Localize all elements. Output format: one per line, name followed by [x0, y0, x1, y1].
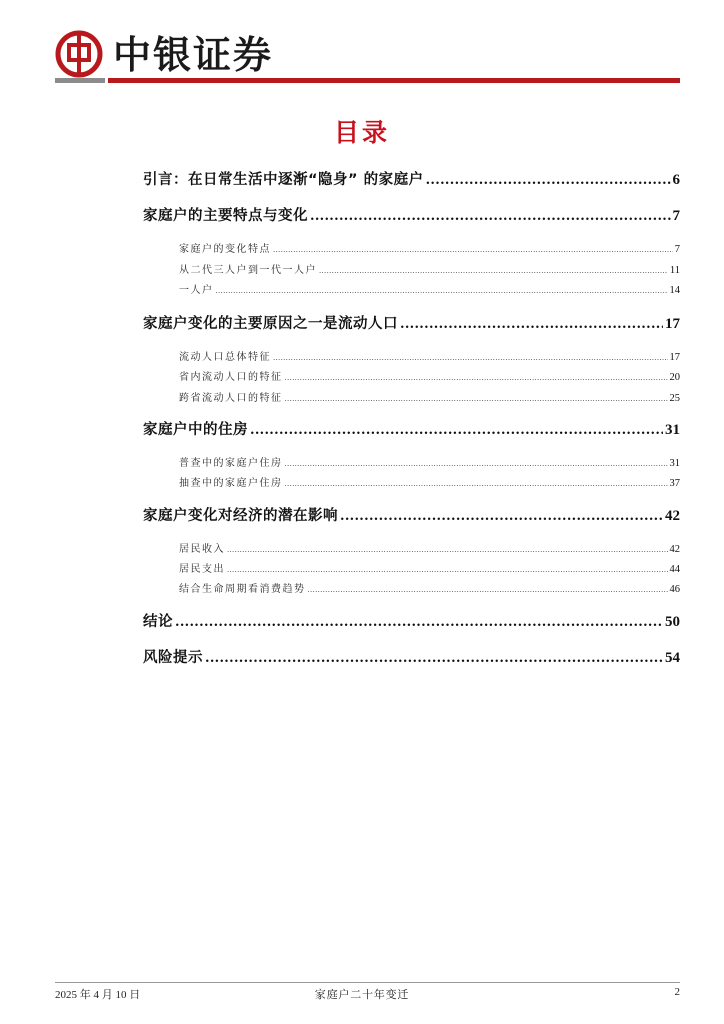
toc-subentry[interactable]	[179, 281, 680, 296]
toc-entry-page: 17	[669, 352, 680, 363]
toc-entry-page: 31	[665, 422, 680, 438]
toc-entry-household-features[interactable]	[143, 204, 680, 225]
toc-subentry[interactable]	[179, 348, 680, 363]
toc-entry-page: 46	[669, 584, 680, 595]
toc-leader-dots	[285, 395, 668, 403]
toc-entry-page: 42	[665, 508, 680, 524]
toc-entry-label: 跨省流动人口的特征	[179, 393, 283, 404]
toc-entry-risk-warning[interactable]	[143, 646, 680, 667]
toc-entry-page: 25	[669, 393, 680, 404]
toc-subentry[interactable]	[179, 560, 680, 575]
toc-subentry[interactable]	[179, 368, 680, 383]
toc-subentry[interactable]	[179, 261, 680, 276]
toc-leader-dots	[227, 546, 668, 554]
toc-entry-label: 家庭户的变化特点	[179, 244, 271, 255]
toc-entry-page: 6	[672, 172, 680, 188]
toc-leader-dots	[205, 651, 663, 666]
page-number: 2	[674, 986, 680, 998]
toc-entry-label: 家庭户的主要特点与变化	[143, 208, 308, 224]
bank-of-china-logo-icon	[55, 30, 103, 78]
toc-entry-page: 44	[669, 564, 680, 575]
toc-entry-page: 37	[669, 478, 680, 489]
toc-title: 目录	[333, 118, 390, 147]
toc-leader-dots	[227, 566, 668, 574]
toc-entry-label: 从二代三人户到一代一人户	[179, 265, 317, 276]
toc-entry-label: 家庭户变化对经济的潜在影响	[143, 508, 338, 524]
toc-entry-page: 42	[669, 544, 680, 555]
toc-subentry[interactable]	[179, 580, 680, 595]
toc-subentry[interactable]	[179, 389, 680, 404]
toc-leader-dots	[273, 354, 668, 362]
toc-entry-intro[interactable]	[143, 168, 680, 189]
toc-subentry[interactable]	[179, 540, 680, 555]
toc-subentry[interactable]	[179, 454, 680, 469]
toc-leader-dots	[319, 267, 668, 275]
toc-leader-dots	[310, 209, 671, 224]
toc-entry-migration[interactable]	[143, 312, 680, 333]
toc-entry-page: 7	[674, 244, 680, 255]
toc-entry-label: 引言：在日常生活中逐渐“隐身” 的家庭户	[143, 172, 424, 188]
toc-leader-dots	[285, 460, 668, 468]
footer-date: 2025 年 4 月 10 日	[55, 989, 141, 1001]
toc-subentry[interactable]	[179, 240, 680, 255]
toc-leader-dots	[285, 480, 668, 488]
toc-entry-label: 结合生命周期看消费趋势	[179, 584, 306, 595]
toc-entry-label: 结论	[143, 614, 173, 630]
footer-report-title: 家庭户二十年变迁	[314, 989, 410, 1001]
toc-entry-label: 家庭户变化的主要原因之一是流动人口	[143, 316, 398, 332]
toc-entry-label: 一人户	[179, 285, 214, 296]
toc-leader-dots	[426, 173, 671, 188]
toc-entry-page: 31	[669, 458, 680, 469]
header-divider-gray	[55, 78, 105, 83]
toc-entry-economic-impact[interactable]	[143, 504, 680, 525]
toc-leader-dots	[273, 246, 673, 254]
toc-subentry[interactable]	[179, 474, 680, 489]
toc-entry-page: 50	[665, 614, 680, 630]
toc-entry-label: 居民支出	[179, 564, 225, 575]
toc-leader-dots	[216, 287, 668, 295]
toc-entry-page: 17	[665, 316, 680, 332]
toc-entry-page: 14	[669, 285, 680, 296]
toc-entry-label: 流动人口总体特征	[179, 352, 271, 363]
toc-entry-label: 省内流动人口的特征	[179, 372, 283, 383]
report-header	[55, 30, 680, 80]
toc-leader-dots	[175, 615, 663, 630]
toc-entry-label: 家庭户中的住房	[143, 422, 248, 438]
brand-name: 中银证券	[113, 33, 274, 77]
toc-entry-page: 54	[665, 650, 680, 666]
toc-entry-label: 抽查中的家庭户住房	[179, 478, 283, 489]
footer-divider	[55, 982, 680, 983]
toc-leader-dots	[308, 586, 668, 594]
toc-entry-conclusion[interactable]	[143, 610, 680, 631]
toc-entry-housing[interactable]	[143, 418, 680, 439]
toc-entry-label: 风险提示	[143, 650, 203, 666]
toc-entry-label: 居民收入	[179, 544, 225, 555]
toc-entry-label: 普查中的家庭户住房	[179, 458, 283, 469]
toc-leader-dots	[340, 509, 663, 524]
toc-leader-dots	[285, 374, 668, 382]
toc-entry-page: 11	[669, 265, 680, 276]
toc-leader-dots	[250, 423, 663, 438]
toc-entry-page: 7	[672, 208, 680, 224]
toc-entry-page: 20	[669, 372, 680, 383]
toc-leader-dots	[400, 317, 663, 332]
header-divider-red	[108, 78, 680, 83]
